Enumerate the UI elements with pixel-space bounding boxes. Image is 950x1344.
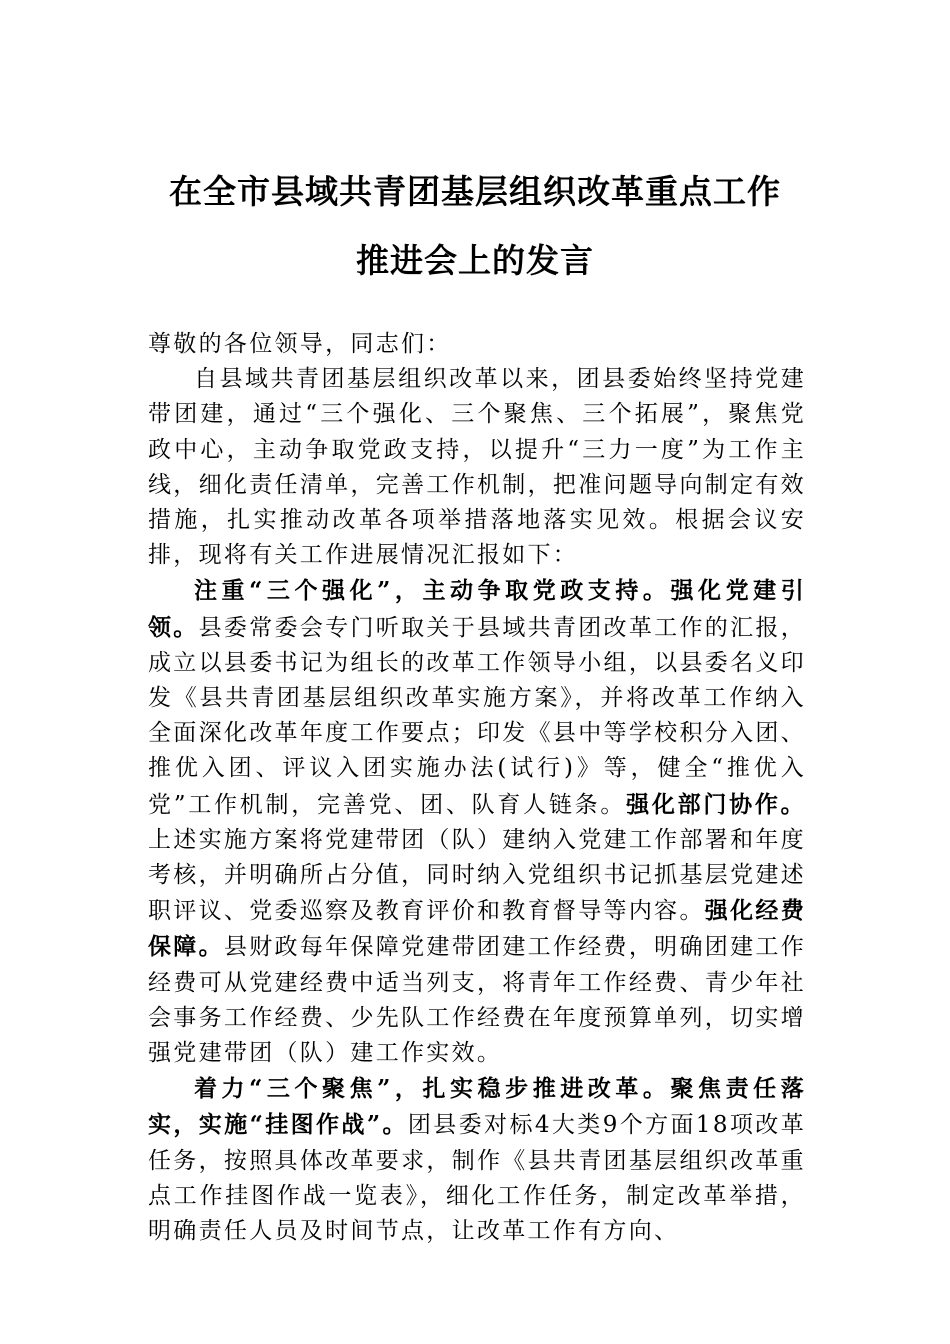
salutation: 尊敬的各位领导，同志们： [148,331,452,357]
section-2-paragraph [148,1071,806,1249]
section-2-heading: 着力“三个聚焦”，扎实稳步推进改革。 [194,1075,671,1103]
document-title-line-1: 在全市县域共青团基层组织改革重点工作 [169,172,781,211]
section-2-item-1-title: 聚焦责任落实，实施“挂图作战”。 [148,1075,807,1139]
section-1-item-3-title: 强化经费保障。 [148,897,806,961]
section-1-heading: 注重“三个强化”，主动争取党政支持。 [194,577,671,605]
document-body [148,327,806,1249]
document-title-line-2: 推进会上的发言 [356,241,594,280]
section-1-paragraph [148,573,806,1071]
section-1-item-2-title: 强化部门协作。 [626,790,806,818]
section-1-item-1-text: 县委常委会专门听取关于县域共青团改革工作的汇报，成立以县委书记为组长的改革工作领导小组，以县委名义印发《县共青团基层组织改革实施方案》，并将改革工作纳入全面深化改革年度工作要点；印发《县中等学校积分入团、推优入团、评议入团实施办法(试行)》等，健全“推优入党”工作机制，完善党、团、队育人链条。 [148,614,806,818]
section-1-item-1-title: 强化党建引领。 [148,577,807,641]
section-2-item-1-text: 团县委对标4大类9个方面18项改革任务，按照具体改革要求，制作《县共青团基层组织改革重点工作挂图作战一览表》，细化工作任务，制定改革举措，明确责任人员及时间节点，让改革工作有方向、 [148,1112,806,1245]
intro-paragraph: 自县域共青团基层组织改革以来，团县委始终坚持党建带团建，通过“三个强化、三个聚焦、三个拓展”，聚焦党政中心，主动争取党政支持，以提升“三力一度”为工作主线，细化责任清单，完善工作机制，把准问题导向制定有效措施，扎实推动改革各项举措落地落实见效。根据会议安排，现将有关工作进展情况汇报如下： [148,366,806,569]
section-1-item-2-text: 上述实施方案将党建带团（队）建纳入党建工作部署和年度考核，并明确所占分值，同时纳入党组织书记抓基层党建述职评议、党委巡察及教育评价和教育督导等内容。 [148,826,806,925]
section-1-item-3-text: 县财政每年保障党建带团建工作经费，明确团建工作经费可从党建经费中适当列支，将青年工作经费、青少年社会事务工作经费、少先队工作经费在年度预算单列，切实增强党建带团（队）建工作实效。 [148,934,807,1067]
